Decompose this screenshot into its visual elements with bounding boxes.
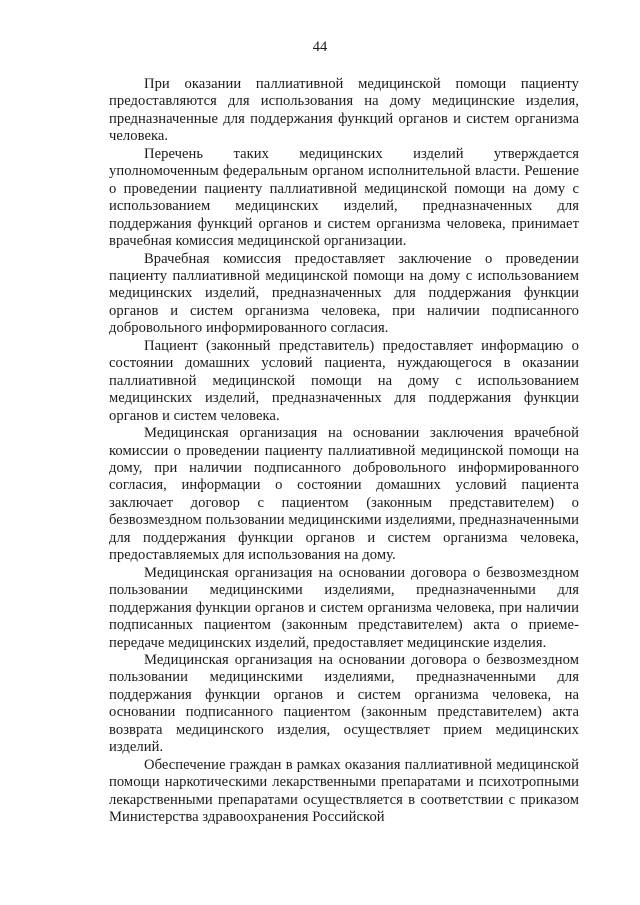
- page-number: 44: [312, 39, 328, 55]
- paragraph: Медицинская организация на основании заключения врачебной комиссии о проведении пациенту паллиативной медицинской помощи на дому, при наличии подписанного добровольного информированного согласия, информации о состоянии домашних условий пациента заключает договор с пациентом (законным представителем) о безвозмездном пользовании медицинскими изделиями, предназначенными для поддержания функции органов и систем организма человека, предоставляемых для использования на дому.: [109, 425, 579, 564]
- paragraph: Врачебная комиссия предоставляет заключение о проведении пациенту паллиативной медицинской помощи на дому с использованием медицинских изделий, предназначенных для поддержания функции органов и систем организма человека, при наличии подписанного добровольного информированного согласия.: [109, 250, 579, 337]
- paragraph: При оказании паллиативной медицинской помощи пациенту предоставляются для использования на дому медицинские изделия, предназначенные для поддержания функций органов и систем организма человека.: [109, 76, 579, 145]
- document-body: [109, 76, 579, 826]
- paragraph: Медицинская организация на основании договора о безвозмездном пользовании медицинскими изделиями, предназначенными для поддержания функции органов и систем организма человека, при наличии подписанных пациентом (законным представителем) акта о приеме-передаче медицинских изделий, предоставляет медицинские изделия.: [109, 564, 579, 651]
- paragraph: Обеспечение граждан в рамках оказания паллиативной медицинской помощи наркотическими лекарственными препаратами и психотропными лекарственными препаратами осуществляется в соответствии с приказом Министерства здравоохранения Российской: [109, 756, 579, 826]
- paragraph: Медицинская организация на основании договора о безвозмездном пользовании медицинскими изделиями, предназначенными для поддержания функции органов и систем организма человека, на основании подписанного пациентом (законным представителем) акта возврата медицинского изделия, осуществляет прием медицинских изделий.: [109, 651, 579, 756]
- paragraph: Перечень таких медицинских изделий утверждается уполномоченным федеральным органом исполнительной власти. Решение о проведении пациенту паллиативной медицинской помощи на дому с использованием медицинских изделий, предназначенных для поддержания функций органов и систем организма человека, принимает врачебная комиссия медицинской организации.: [109, 145, 579, 250]
- paragraph: Пациент (законный представитель) предоставляет информацию о состоянии домашних условий пациента, нуждающегося в оказании паллиативной медицинской помощи на дому с использованием медицинских изделий, предназначенных для поддержания функции органов и систем человека.: [109, 337, 579, 424]
